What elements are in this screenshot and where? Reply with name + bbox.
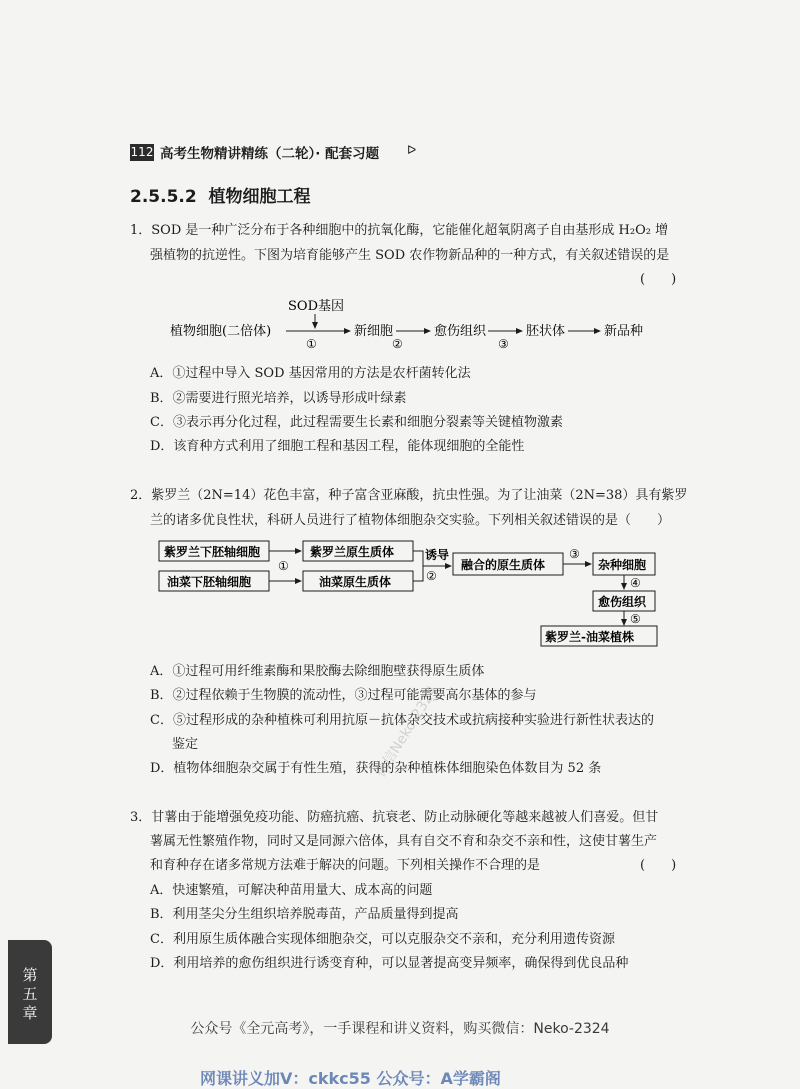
section-title: 植物细胞工程 [208,187,311,207]
q3-stem-line3: 和育种存在诸多常规方法难于解决的问题。下列相关操作不合理的是 [150,858,541,873]
q1-answer-blank: ( ) [640,272,677,287]
q2-step-3: ③ [569,547,580,561]
q1-sod-gene-label: SOD基因 [288,299,344,314]
q2-stem-line1: 2．紫罗兰（2N=14）花色丰富，种子富含亚麻酸，抗虫性强。为了让油菜（2N=38）具有紫罗 [130,488,688,503]
q1-node-embryoid: 胚状体 [526,324,566,339]
chapter-tab-char-2: 五 [22,985,38,1003]
chapter-tab-char-1: 第 [22,966,38,984]
footer-note: 公众号《全元高考》，一手课程和讲义资料，购买微信：Neko-2324 [190,1021,610,1037]
q2-label-violet-protoplast: 紫罗兰原生质体 [310,545,395,559]
q2-label-violet-hypocotyl: 紫罗兰下胚轴细胞 [164,545,261,559]
q1-node-new-cell: 新细胞 [354,324,394,339]
q3-option-a: A．快速繁殖，可解决种苗用量大、成本高的问题 [150,883,433,898]
q1-step-1: ① [306,337,317,350]
q2-label-callus: 愈伤组织 [598,595,647,609]
q3-stem-line2: 薯属无性繁殖作物，同时又是同源六倍体，具有自交不育和杂交不亲和性，这使甘薯生产 [150,834,658,849]
q2-merge-bracket [413,551,423,581]
q2-label-rape-protoplast: 油菜原生质体 [319,575,392,589]
q2-option-a: A．①过程可用纤维素酶和果胶酶去除细胞壁获得原生质体 [150,664,485,679]
q2-label-hybrid-plant: 紫罗兰-油菜植株 [545,630,634,644]
q2-induce-label: 诱导 [425,548,450,562]
chapter-tab-char-3: 章 [22,1004,38,1022]
q2-option-d: D．植物体细胞杂交属于有性生殖，获得的杂种植株体细胞染色体数目为 52 条 [150,761,602,776]
q1-node-plant-cell: 植物细胞(二倍体) [170,324,272,339]
q3-answer-blank: ( ) [640,858,677,873]
q1-option-c: C．③表示再分化过程，此过程需要生长素和细胞分裂素等关键植物激素 [150,415,563,430]
page-number-badge: 112 [130,145,154,159]
q2-flow-diagram [155,535,675,650]
q2-option-c: C．⑤过程形成的杂种植株可利用抗原－抗体杂交技术或抗病接种实验进行新性状表达的 [150,713,654,728]
q3-option-c: C．利用原生质体融合实现体细胞杂交，可以克服杂交不亲和，充分利用遗传资源 [150,932,615,947]
q2-label-hybrid-cell: 杂种细胞 [598,558,647,572]
q1-step-2: ② [392,337,403,350]
q2-option-c-continued: 鉴定 [172,737,199,752]
q3-option-b: B．利用茎尖分生组织培养脱毒苗，产品质量得到提高 [150,907,459,922]
q1-flow-diagram [160,290,680,350]
section-heading [130,182,311,207]
q1-node-callus: 愈伤组织 [434,324,487,339]
q1-stem-line1: 1．SOD 是一种广泛分布于各种细胞中的抗氧化酶，它能催化超氧阴离子自由基形成 H₂O₂ 增 [130,223,669,238]
q1-step-3: ③ [498,337,509,350]
q2-option-b: B．②过程依赖于生物膜的流动性，③过程可能需要高尔基体的参与 [150,688,537,703]
watermark-text: 微信Neko-2324 [372,683,442,781]
q2-step-1: ① [278,559,289,573]
q1-option-a: A．①过程中导入 SOD 基因常用的方法是农杆菌转化法 [150,366,471,381]
q1-option-d: D．该育种方式利用了细胞工程和基因工程，能体现细胞的全能性 [150,439,525,454]
header-arrow-icon: ᐅ [407,143,417,157]
section-number: 2.5.5.2 [130,187,197,207]
q2-label-fused-protoplast: 融合的原生质体 [461,558,546,572]
q2-step-2: ② [426,569,437,583]
q2-step-4: ④ [630,576,641,590]
q2-stem-line2: 兰的诸多优良性状，科研人员进行了植物体细胞杂交实验。下列相关叙述错误的是（ ） [150,513,671,528]
q2-label-rape-hypocotyl: 油菜下胚轴细胞 [167,575,252,589]
q1-node-new-variety: 新品种 [604,324,644,339]
q1-stem-line2: 强植物的抗逆性。下图为培育能够产生 SOD 农作物新品种的一种方式，有关叙述错误的是 [150,248,670,263]
q3-option-d: D．利用培养的愈伤组织进行诱变育种，可以显著提高变异频率，确保得到优良品种 [150,956,629,971]
bottom-banner-text: 网课讲义加V：ckkc55 公众号：A学霸阁 [200,1069,501,1088]
q2-step-5: ⑤ [630,612,641,626]
book-title: 高考生物精讲精练（二轮）· 配套习题 [160,146,380,162]
q1-option-b: B．②需要进行照光培养，以诱导形成叶绿素 [150,391,407,406]
q3-stem-line1: 3．甘薯由于能增强免疫功能、防癌抗癌、抗衰老、防止动脉硬化等越来越被人们喜爱。但甘 [130,810,659,825]
